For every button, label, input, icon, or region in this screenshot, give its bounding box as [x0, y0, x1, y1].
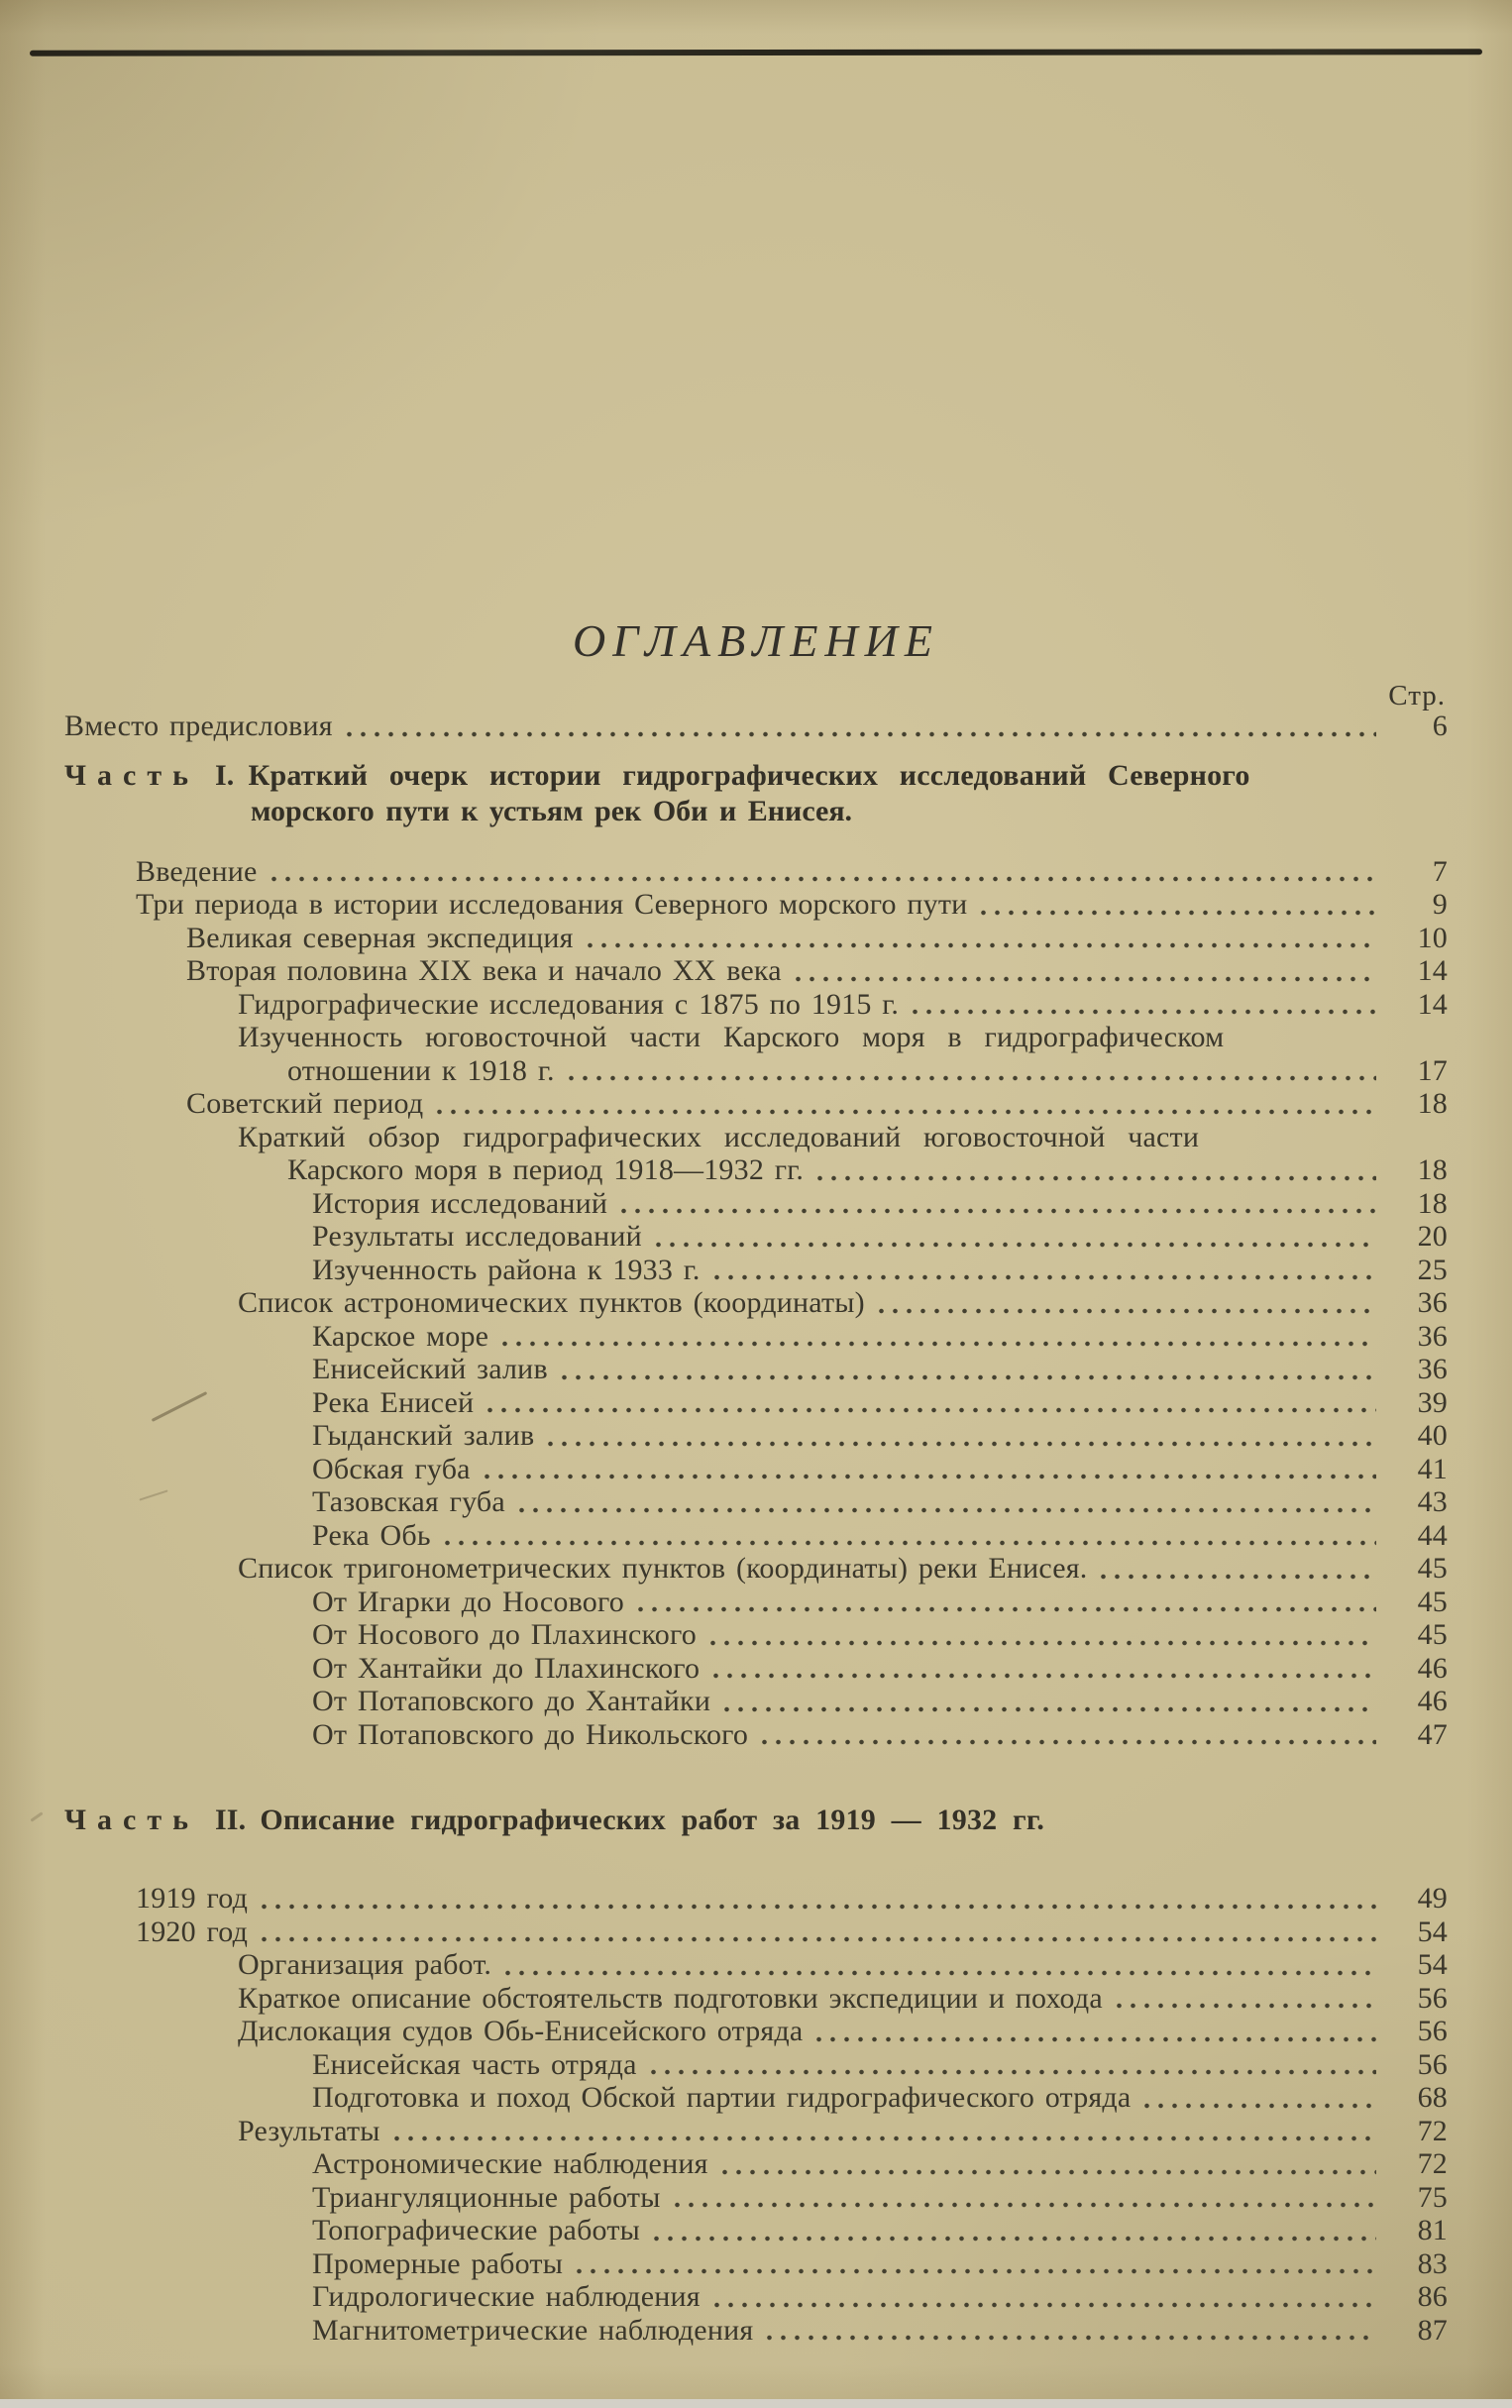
toc-row: [64, 2147, 1448, 2181]
toc-entry-page: 39: [1417, 1385, 1448, 1419]
toc-entry-label: Магнитометрические наблюдения: [312, 2313, 754, 2347]
toc-entry-page: 45: [1417, 1585, 1448, 1618]
toc-row: [64, 2214, 1448, 2247]
part2-entries: [64, 1882, 1448, 2347]
dot-leader: [271, 876, 1376, 882]
toc-entry-page: 17: [1417, 1053, 1448, 1087]
toc-entry-label: Топографические работы: [312, 2214, 640, 2246]
toc-entry-label: Астрономические наблюдения: [312, 2147, 708, 2180]
toc-entry-page: 54: [1417, 1948, 1448, 1981]
toc-entry-label: Дислокация судов Обь-Енисейского отряда: [238, 2015, 804, 2047]
dot-leader: [1101, 1574, 1376, 1580]
dot-leader: [262, 1936, 1376, 1942]
dot-leader: [502, 1341, 1376, 1347]
toc-entry-label: Краткий обзор гидрографических исследований юговосточной части: [238, 1120, 1200, 1153]
dot-leader: [262, 1904, 1376, 1910]
toc-entry-label: Список тригонометрических пунктов (координаты) реки Енисея.: [238, 1552, 1088, 1585]
toc-row-preface: [64, 710, 1448, 743]
part-heading-numeral: II.: [214, 1804, 247, 1836]
toc-entry-label: Триангуляционные работы: [312, 2180, 661, 2214]
dot-leader: [1144, 2103, 1376, 2109]
toc-row: [64, 1552, 1448, 1586]
toc-row: [64, 1685, 1448, 1718]
toc-row: [64, 2048, 1448, 2082]
dot-leader: [445, 1540, 1376, 1546]
spacer: [64, 829, 1448, 855]
toc-entry-page: 20: [1417, 1220, 1448, 1253]
toc-entry-page: 25: [1417, 1253, 1448, 1286]
toc-entry-label: История исследований: [312, 1186, 608, 1220]
toc-entry-label: Река Енисей: [312, 1385, 475, 1419]
toc-row: [64, 988, 1448, 1022]
dot-leader: [569, 1075, 1376, 1081]
dot-leader: [981, 910, 1376, 916]
dot-leader: [714, 1274, 1376, 1280]
toc-entry-label: От Потаповского до Никольского: [312, 1717, 749, 1751]
page-title: ОГЛАВЛЕНИЕ: [573, 615, 939, 666]
scan-bottom-edge: [0, 2399, 1512, 2408]
scratch-mark: [30, 1811, 43, 1821]
toc: [64, 710, 1448, 2347]
toc-entry-page: 36: [1417, 1353, 1448, 1385]
toc-row: [64, 888, 1448, 922]
toc-entry-label: Введение: [136, 854, 258, 888]
toc-entry-page: 14: [1417, 954, 1448, 987]
toc-row: [64, 2115, 1448, 2148]
toc-entry-label: Организация работ.: [238, 1948, 492, 1981]
toc-entry-label: Енисейский залив: [312, 1353, 548, 1385]
toc-row: [64, 1353, 1448, 1386]
toc-entry-page: 46: [1417, 1685, 1448, 1717]
dot-leader: [913, 1009, 1376, 1015]
toc-entry-page: 47: [1417, 1717, 1448, 1751]
toc-entry-page: 18: [1417, 1186, 1448, 1220]
dot-leader: [714, 2302, 1376, 2308]
toc-row: [64, 954, 1448, 988]
part-heading-text: Описание гидрографических работ за 1919 — 1932 гг.: [260, 1804, 1045, 1836]
toc-row: [64, 1618, 1448, 1652]
toc-entry-label: Изученность юговосточной части Карского моря в гидрографическом: [238, 1021, 1225, 1053]
toc-entry-page: 6: [1432, 710, 1448, 742]
toc-entry-label: Карское море: [312, 1319, 489, 1353]
toc-entry-page: 36: [1417, 1286, 1448, 1319]
toc-row: [64, 1320, 1448, 1354]
toc-row: [64, 1519, 1448, 1553]
dot-leader: [816, 2036, 1376, 2042]
dot-leader: [588, 942, 1376, 948]
toc-entry-page: 72: [1417, 2147, 1448, 2180]
dot-leader: [562, 1374, 1376, 1380]
toc-row: [64, 1453, 1448, 1486]
dot-leader: [651, 2069, 1376, 2075]
toc-row: [64, 1419, 1448, 1453]
toc-entry-label: Гидрографические исследования с 1875 по 1915 г.: [238, 987, 900, 1021]
part1-heading: [64, 758, 1448, 794]
toc-entry-label: Река Обь: [312, 1518, 431, 1552]
toc-row: [64, 1586, 1448, 1619]
toc-entry-page: 10: [1417, 921, 1448, 954]
toc-entry-label: Тазовская губа: [312, 1485, 505, 1518]
toc-entry-label: Енисейская часть отряда: [312, 2047, 637, 2081]
dot-leader: [577, 2268, 1376, 2274]
dot-leader: [485, 1474, 1376, 1479]
part-heading-text: Краткий очерк истории гидрографических исследований Северного: [248, 758, 1250, 792]
dot-leader: [394, 2135, 1376, 2141]
toc-entry-label: Великая северная экспедиция: [186, 921, 574, 954]
toc-entry-page: 44: [1417, 1518, 1448, 1552]
dot-leader: [654, 2236, 1376, 2242]
toc-entry-page: 36: [1417, 1319, 1448, 1353]
toc-entry-label: От Носового до Плахинского: [312, 1618, 697, 1651]
toc-row: [64, 1153, 1448, 1187]
toc-entry-label: Результаты: [238, 2114, 380, 2147]
toc-entry-page: 56: [1417, 2047, 1448, 2081]
dot-leader: [656, 1242, 1376, 1248]
dot-leader: [710, 1640, 1376, 1646]
toc-entry-page: 43: [1417, 1485, 1448, 1518]
part1-heading-continuation: морского пути к устьям рек Оби и Енисея.: [251, 794, 853, 827]
toc-row: [64, 1915, 1448, 1949]
toc-entry-page: 49: [1417, 1882, 1448, 1915]
page-column-header: Стр.: [1388, 680, 1446, 711]
toc-row: [64, 1652, 1448, 1686]
toc-row: [64, 2280, 1448, 2314]
toc-entry-page: 86: [1417, 2280, 1448, 2313]
toc-entry-label: 1919 год: [136, 1882, 249, 1915]
dot-leader: [519, 1507, 1376, 1513]
toc-entry-label: Гыданский залив: [312, 1419, 535, 1452]
toc-entry-label: От Игарки до Носового: [312, 1585, 624, 1618]
toc-entry-page: 40: [1417, 1419, 1448, 1452]
toc-row: [64, 1386, 1448, 1420]
toc-entry-page: 45: [1417, 1552, 1448, 1585]
dot-leader: [796, 976, 1376, 982]
dot-leader: [505, 1970, 1376, 1976]
toc-entry-page: 18: [1417, 1153, 1448, 1186]
toc-row: [64, 2247, 1448, 2281]
dot-leader: [722, 2169, 1376, 2175]
toc-row: [64, 1882, 1448, 1915]
toc-entry-label: Вместо предисловия: [64, 710, 333, 742]
toc-entry-label: Гидрологические наблюдения: [312, 2280, 701, 2313]
toc-entry-label: Обская губа: [312, 1452, 471, 1485]
toc-entry-page: 54: [1417, 1915, 1448, 1948]
dot-leader: [1117, 2003, 1376, 2009]
toc-row: [64, 1982, 1448, 2016]
spacer: [64, 743, 1448, 758]
toc-entry-page: 87: [1417, 2313, 1448, 2347]
toc-entry-label: Изученность района к 1933 г.: [312, 1253, 701, 1286]
part-heading-word: Часть: [64, 1804, 199, 1836]
toc-row: [64, 2181, 1448, 2215]
dot-leader: [638, 1606, 1376, 1612]
part-heading-word: Часть: [64, 758, 199, 792]
toc-entry-page: 45: [1417, 1618, 1448, 1651]
toc-entry-label: От Хантайки до Плахинского: [312, 1651, 701, 1685]
toc-row: [64, 1485, 1448, 1519]
toc-entry-page: 56: [1417, 2015, 1448, 2047]
toc-entry-page: 7: [1432, 854, 1448, 888]
toc-entry-page: 46: [1417, 1651, 1448, 1685]
toc-entry-label: Список астрономических пунктов (координаты): [238, 1286, 865, 1319]
toc-entry-page: 72: [1417, 2114, 1448, 2147]
toc-row: [64, 2314, 1448, 2348]
dot-leader: [724, 1706, 1376, 1712]
top-rule: [30, 49, 1482, 56]
dot-leader: [713, 1673, 1376, 1679]
dot-leader: [762, 1739, 1376, 1745]
toc-row: [64, 1121, 1448, 1154]
toc-row: [64, 1220, 1448, 1254]
toc-entry-label: Краткое описание обстоятельств подготовки экспедиции и похода: [238, 1981, 1103, 2015]
toc-row: [64, 1286, 1448, 1320]
toc-entry-label: Вторая половина XIX века и начало XX века: [186, 954, 782, 987]
dot-leader: [347, 731, 1376, 737]
toc-entry-page: 9: [1432, 888, 1448, 921]
toc-entry-page: 83: [1417, 2246, 1448, 2280]
dot-leader: [487, 1407, 1376, 1413]
toc-row: [64, 1254, 1448, 1287]
dot-leader: [548, 1441, 1376, 1447]
toc-row: [64, 1718, 1448, 1752]
toc-entry-page: 68: [1417, 2081, 1448, 2114]
toc-entry-label: Промерные работы: [312, 2246, 564, 2280]
toc-entry-page: 18: [1417, 1087, 1448, 1120]
toc-row: [64, 1187, 1448, 1221]
toc-entry-label: Советский период: [186, 1087, 424, 1120]
dot-leader: [879, 1308, 1376, 1314]
toc-row: [64, 922, 1448, 955]
toc-entry-label: отношении к 1918 г.: [287, 1053, 555, 1087]
toc-entry-page: 81: [1417, 2214, 1448, 2246]
dot-leader: [675, 2202, 1376, 2208]
toc-entry-label: Результаты исследований: [312, 1220, 642, 1253]
toc-entry-page: 75: [1417, 2180, 1448, 2214]
toc-row: [64, 1948, 1448, 1982]
part-heading-numeral: I.: [214, 758, 235, 792]
toc-entry-label: Карского моря в период 1918—1932 гг.: [287, 1153, 805, 1186]
toc-entry-page: 14: [1417, 987, 1448, 1021]
toc-row: [64, 2015, 1448, 2048]
toc-entry-page: 41: [1417, 1452, 1448, 1485]
toc-row: [64, 855, 1448, 889]
toc-entry-label: Подготовка и поход Обской партии гидрографического отряда: [312, 2081, 1132, 2114]
dot-leader: [817, 1175, 1376, 1181]
toc-entry-page: 56: [1417, 1981, 1448, 2015]
toc-row: [64, 1087, 1448, 1121]
toc-row: [64, 1021, 1448, 1054]
toc-entry-label: От Потаповского до Хантайки: [312, 1685, 711, 1717]
part1-entries: [64, 855, 1448, 1752]
spacer: [64, 1838, 1448, 1882]
toc-entry-label: 1920 год: [136, 1915, 249, 1948]
spacer: [64, 1751, 1448, 1803]
dot-leader: [767, 2335, 1376, 2341]
dot-leader: [437, 1109, 1376, 1115]
part2-heading: [64, 1803, 1448, 1838]
toc-row: [64, 2081, 1448, 2115]
toc-row: [64, 1054, 1448, 1088]
dot-leader: [621, 1208, 1376, 1214]
toc-entry-label: Три периода в истории исследования Северного морского пути: [136, 888, 968, 921]
